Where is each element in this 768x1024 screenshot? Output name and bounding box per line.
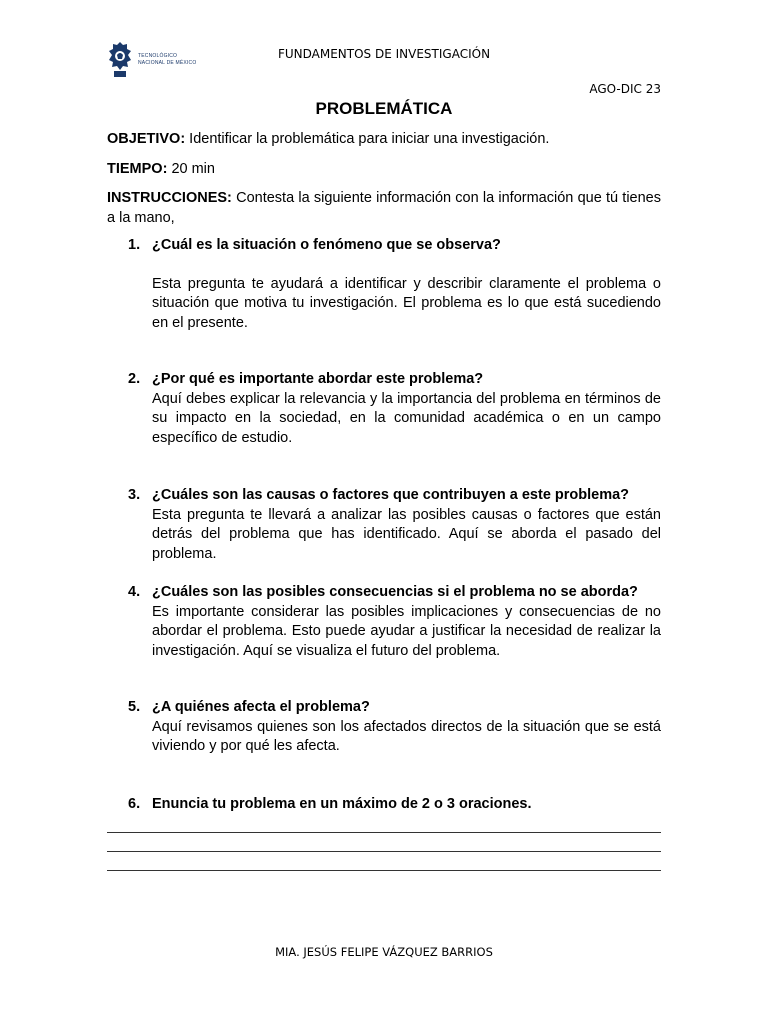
- question-description: Aquí debes explicar la relevancia y la importancia del problema en términos de su impacto en la sociedad, en la comunidad académica o en un campo específico de estudio.: [152, 390, 661, 446]
- answer-line[interactable]: [107, 870, 661, 871]
- document-body: [107, 130, 661, 871]
- question-number: 1.: [128, 237, 141, 253]
- time-label: TIEMPO:: [107, 160, 168, 177]
- time-line: [107, 160, 661, 180]
- question-text: ¿Cuáles son las causas o factores que contribuyen a este problema?: [152, 487, 630, 503]
- question-item-2: [107, 370, 661, 448]
- question-description: Esta pregunta te ayudará a identificar y describir claramente el problema o situación que motiva tu investigación. El problema es lo que está sucediendo en el presente.: [152, 275, 661, 331]
- question-text: Enuncia tu problema en un máximo de 2 o 3 oraciones.: [152, 795, 532, 812]
- instructions-line: [107, 189, 661, 228]
- course-name: FUNDAMENTOS DE INVESTIGACIÓN: [277, 47, 491, 61]
- logo-line-1: TECNOLÓGICO: [138, 53, 178, 59]
- answer-lines[interactable]: [107, 832, 661, 871]
- author-footer: MIA. JESÚS FELIPE VÁZQUEZ BARRIOS: [275, 945, 493, 959]
- question-item-6: [107, 795, 661, 815]
- instructions-text: Contesta la siguiente información con la información que tú tienes a la mano,: [107, 190, 661, 226]
- instructions-label: INSTRUCCIONES:: [107, 190, 232, 206]
- question-text: ¿Por qué es importante abordar este problema?: [152, 371, 484, 387]
- question-text: ¿Cuáles son las posibles consecuencias si el problema no se aborda?: [152, 584, 638, 600]
- question-number: 3.: [128, 487, 141, 503]
- logo-line-2: NACIONAL DE MÉXICO: [138, 60, 197, 66]
- question-description: Aquí revisamos quienes son los afectados directos de la situación que se está viviendo y por qué les afecta.: [152, 718, 661, 754]
- question-item-1: [107, 236, 661, 333]
- question-item-5: [107, 698, 661, 757]
- question-number: 2.: [128, 371, 141, 387]
- page-title: PROBLEMÁTICA: [315, 99, 453, 118]
- question-text: ¿A quiénes afecta el problema?: [152, 699, 370, 715]
- period-label: AGO-DIC 23: [589, 82, 661, 96]
- question-number: 6.: [128, 795, 141, 812]
- answer-line[interactable]: [107, 851, 661, 852]
- question-description: Esta pregunta te llevará a analizar las posibles causas o factores que están detrás del problema que has identificado. Aquí se aborda el pasado del problema.: [152, 506, 661, 562]
- objective-line: [107, 130, 661, 150]
- question-description: Es importante considerar las posibles implicaciones y consecuencias de no abordar el problema. Esto puede ayudar a justificar la necesidad de realizar la investigación. Aquí se visualiza el futuro del problema.: [152, 603, 661, 659]
- question-item-4: [107, 583, 661, 661]
- question-number: 4.: [128, 584, 141, 600]
- question-text: ¿Cuál es la situación o fenómeno que se observa?: [152, 237, 501, 253]
- objective-text: Identificar la problemática para iniciar una investigación.: [185, 131, 550, 147]
- question-list: [107, 236, 661, 814]
- objective-label: OBJETIVO:: [107, 131, 186, 147]
- time-text: 20 min: [167, 160, 215, 177]
- question-number: 5.: [128, 699, 141, 715]
- question-item-3: [107, 486, 661, 564]
- answer-line[interactable]: [107, 832, 661, 833]
